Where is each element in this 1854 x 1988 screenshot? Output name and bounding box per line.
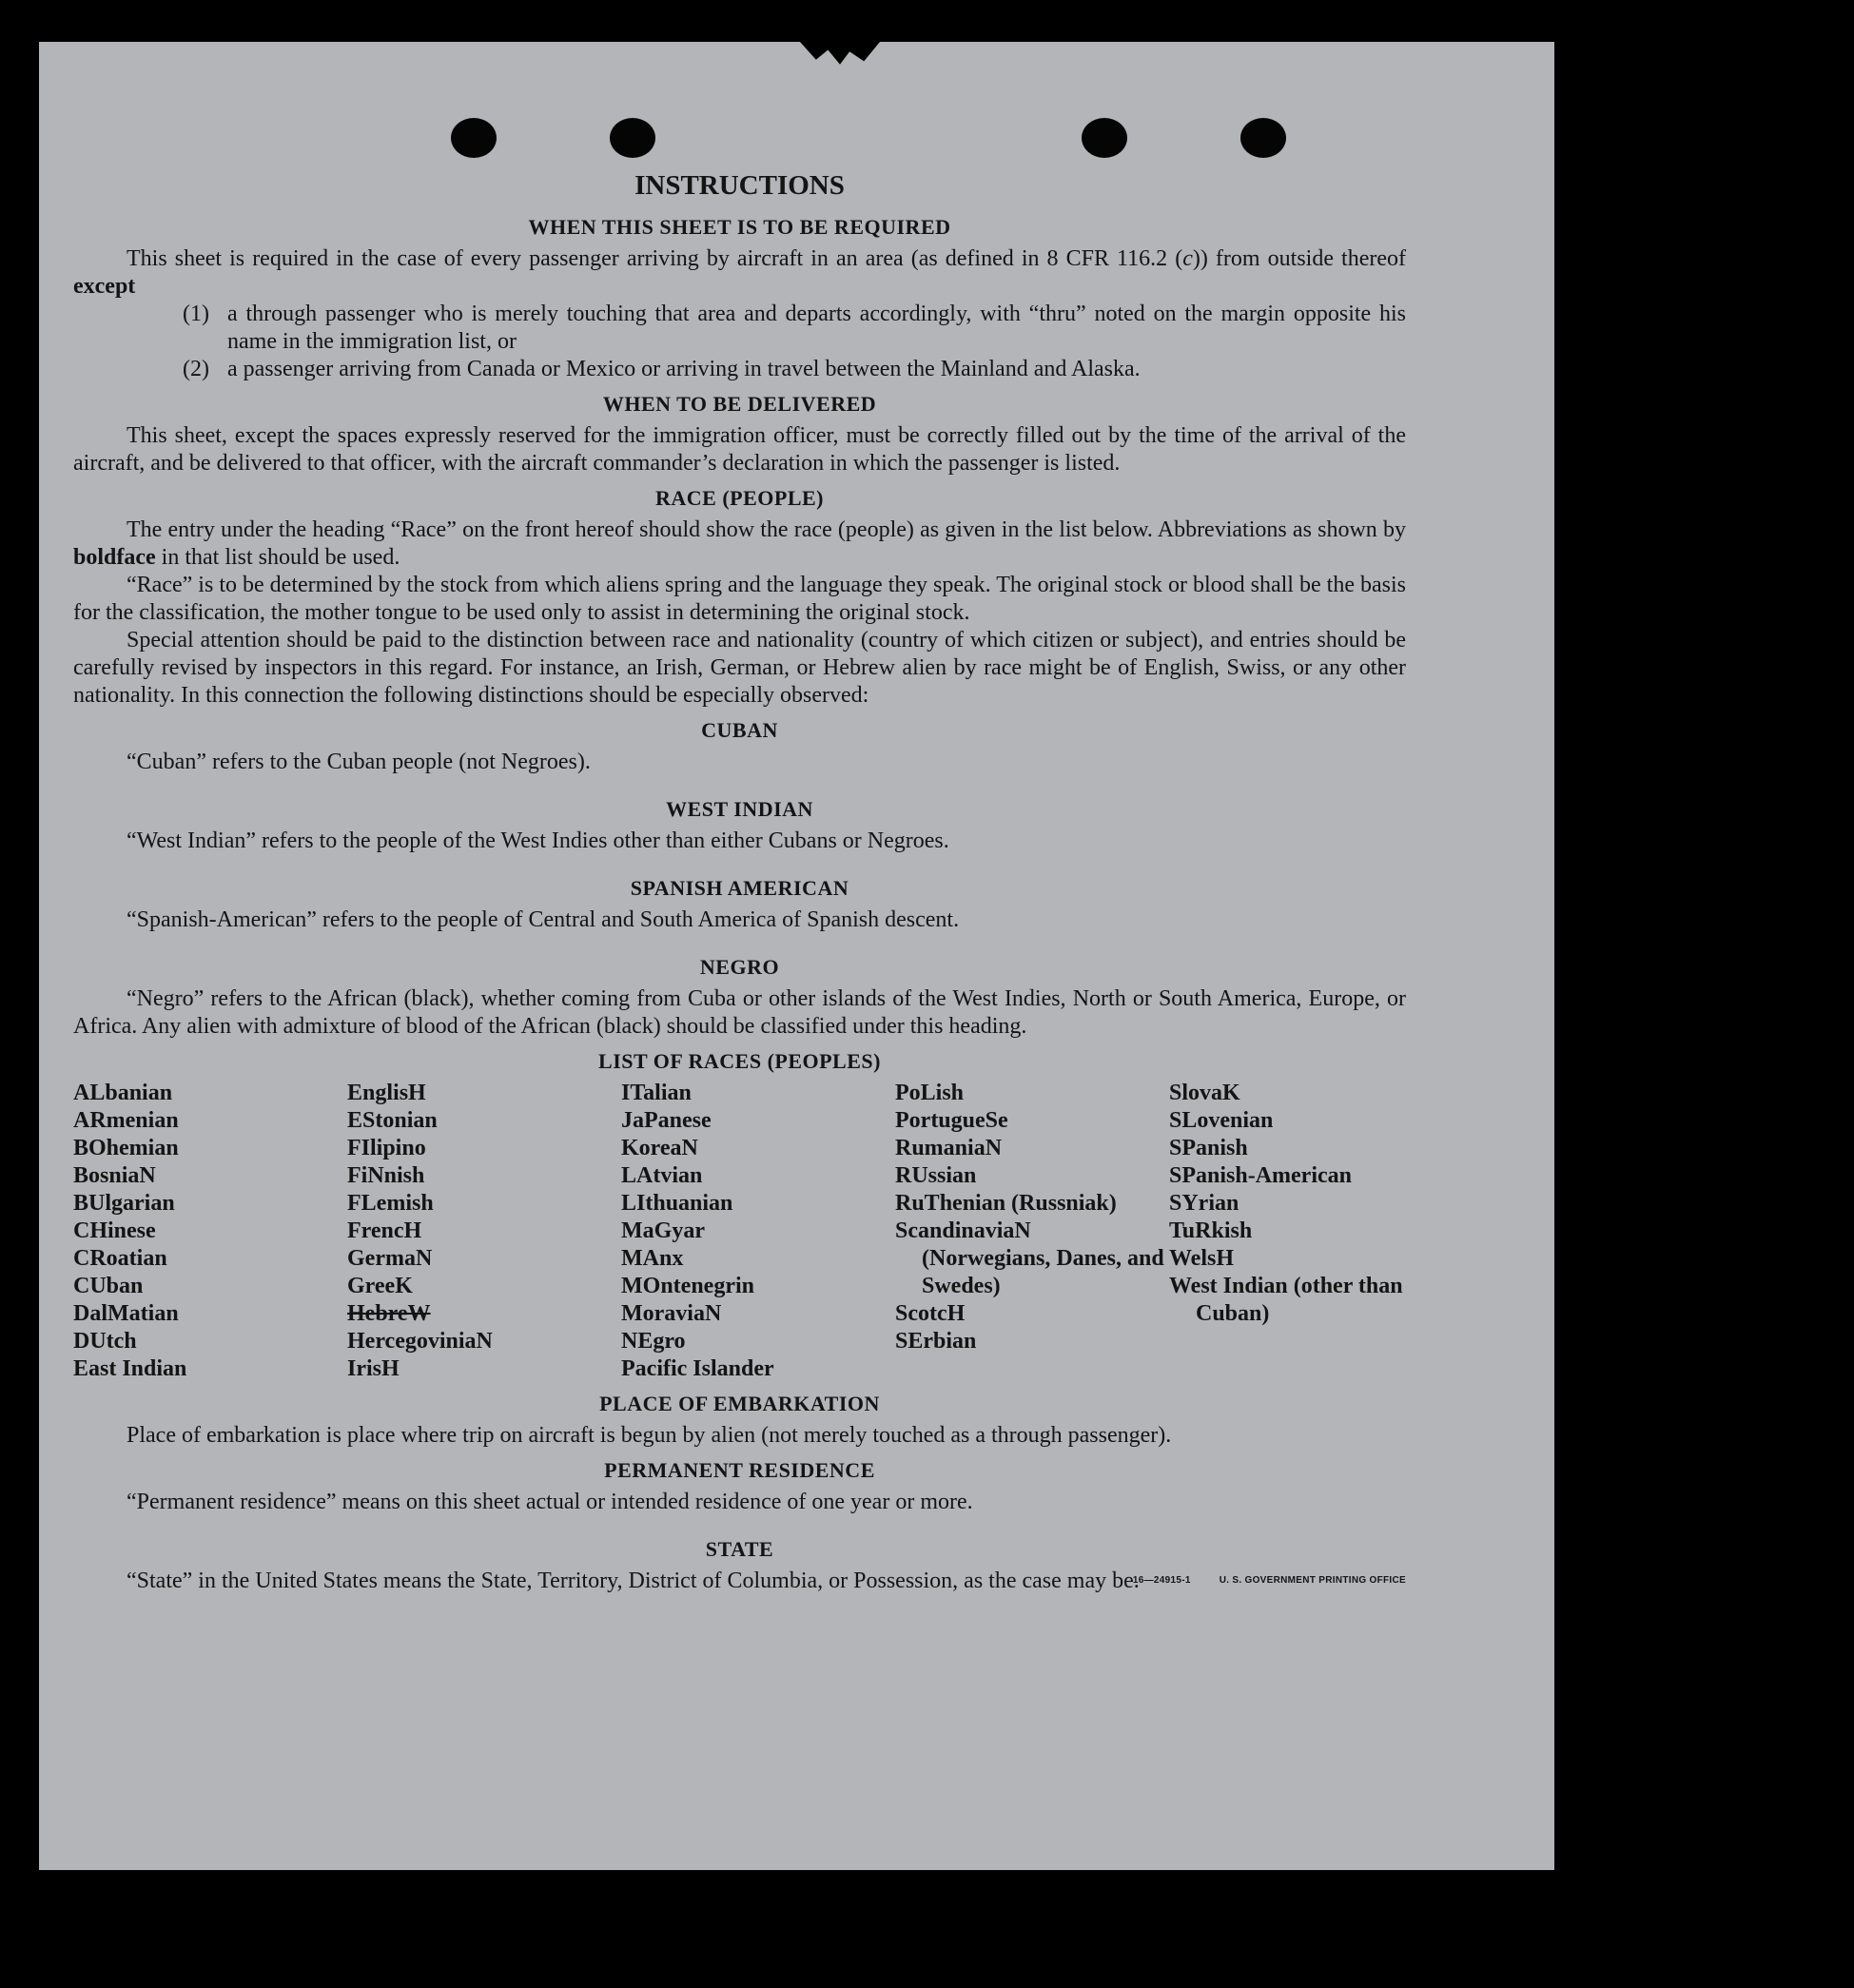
race-item: RumaniaN [895,1136,1003,1160]
race-item: GermaN [347,1246,433,1271]
race-item: HercegoviniaN [347,1329,493,1354]
race-item: ARmenian [73,1108,179,1133]
document-sheet [39,42,1554,1870]
section-heading-negro: NEGRO [699,955,780,979]
race-item: SPanish-American [1169,1163,1352,1188]
race-item: RuThenian (Russniak) [895,1191,1117,1216]
race-column [621,1080,895,1383]
race-item: MaGyar [621,1218,705,1243]
punch-hole [1082,118,1127,158]
race-item: JaPanese [621,1108,712,1133]
race-column [73,1080,347,1383]
race-item-struck: HebreW [347,1301,431,1326]
page-title: INSTRUCTIONS [634,170,845,201]
exception-item: (2) a passenger arriving from Canada or Mexico or arriving in travel between the Mainland and Alaska. [183,357,1141,381]
printer-name: U. S. GOVERNMENT PRINTING OFFICE [1219,1575,1406,1586]
race-item: PoLish [895,1081,965,1105]
race-item: BosniaN [73,1163,156,1188]
race-item: Pacific Islander [621,1356,774,1381]
form-number: 16—24915-1 [1132,1575,1191,1586]
race-item: ScandinaviaN (Norwegians, Danes, and Swedes) [895,1218,1164,1298]
section-heading-race-list: LIST OF RACES (PEOPLES) [598,1049,881,1073]
section-heading-race: RACE (PEOPLE) [655,486,824,510]
section-heading-state: STATE [705,1537,774,1561]
exception-item: (1) a through passenger who is merely touching that area and departs accordingly, with “thru” noted on the margin opposite his name in the immigration list, or [183,302,1406,354]
paragraph-state: “State” in the United States means the State, Territory, District of Columbia, or Possession, as the case may be. [127,1569,1140,1593]
section-heading-when-required: WHEN THIS SHEET IS TO BE REQUIRED [528,215,951,239]
section-heading-residence: PERMANENT RESIDENCE [604,1458,875,1482]
race-item: KoreaN [621,1136,698,1160]
race-item: FrencH [347,1218,422,1243]
race-item: DalMatian [73,1301,179,1326]
punch-hole [610,118,655,158]
race-item: CHinese [73,1218,156,1243]
race-item: FiNnish [347,1163,425,1188]
race-item: LAtvian [621,1163,703,1188]
paper-tear [800,42,880,74]
paragraph-when-required: This sheet is required in the case of every passenger arriving by aircraft in an area (as defined in 8 CFR 116.2 (c)) from outside thereof except [73,246,1406,299]
punch-hole [1240,118,1286,158]
race-item: EStonian [347,1108,438,1133]
race-column [1169,1080,1443,1383]
race-item: MoraviaN [621,1301,722,1326]
section-heading-embarkation: PLACE OF EMBARKATION [599,1392,880,1415]
paragraph-embarkation: Place of embarkation is place where trip on aircraft is begun by alien (not merely touched as a through passenger). [127,1423,1172,1448]
section-heading-cuban: CUBAN [701,718,778,742]
race-item: LIthuanian [621,1191,733,1216]
race-item: FLemish [347,1191,434,1216]
race-item: GreeK [347,1274,413,1298]
race-item: FIlipino [347,1136,426,1160]
race-item: ITalian [621,1081,692,1105]
race-item: SLovenian [1169,1108,1274,1133]
race-item: SErbian [895,1329,977,1354]
punch-hole [451,118,497,158]
race-item: SlovaK [1169,1081,1240,1105]
race-item: ALbanian [73,1081,173,1105]
race-item: TuRkish [1169,1218,1253,1243]
paragraph-race-nationality: Special attention should be paid to the distinction between race and nationality (country of which citizen or subject), and entries should be carefully revised by inspectors in this regard. For instance, an Irish, German, or Hebrew alien by race might be of English, Swiss, or any other nationality. In this connection the following distinctions should be especially observed: [73,628,1406,708]
instructions-body [73,170,1406,1595]
race-item: BOhemian [73,1136,179,1160]
printer-imprint [1133,1575,1406,1586]
paragraph-spanish-american: “Spanish-American” refers to the people of Central and South America of Spanish descent. [127,907,960,932]
paragraph-residence: “Permanent residence” means on this sheet actual or intended residence of one year or more. [127,1490,973,1514]
race-item: CRoatian [73,1246,167,1271]
race-item: East Indian [73,1356,187,1381]
race-item: DUtch [73,1329,137,1354]
race-column [347,1080,621,1383]
paragraph-cuban: “Cuban” refers to the Cuban people (not Negroes). [127,750,591,774]
paragraph-negro: “Negro” refers to the African (black), whether coming from Cuba or other islands of the West Indies, North or South America, Europe, or Africa. Any alien with admixture of blood of the African (black) should be classified under this heading. [73,986,1406,1039]
paragraph-west-indian: “West Indian” refers to the people of the West Indies other than either Cubans or Negroes. [127,828,949,853]
race-item: EnglisH [347,1081,426,1105]
race-column [895,1080,1169,1383]
race-item: MAnx [621,1246,684,1271]
race-item: PortugueSe [895,1108,1008,1133]
race-item: SYrian [1169,1191,1239,1216]
paragraph-race-definition: “Race” is to be determined by the stock from which aliens spring and the language they speak. The original stock or blood shall be the basis for the classification, the mother tongue to be used only to assist in determining the original stock. [73,573,1406,625]
race-item: IrisH [347,1356,400,1381]
race-item: NEgro [621,1329,686,1354]
section-heading-west-indian: WEST INDIAN [666,797,813,821]
race-item: WelsH [1169,1246,1235,1271]
race-item: MOntenegrin [621,1274,754,1298]
race-item: ScotcH [895,1301,966,1326]
section-heading-when-delivered: WHEN TO BE DELIVERED [602,392,877,416]
race-item: West Indian (other than Cuban) [1169,1274,1403,1326]
paragraph-when-delivered: This sheet, except the spaces expressly reserved for the immigration officer, must be correctly filled out by the time of the arrival of the aircraft, and be delivered to that officer, with the aircraft commander’s declaration in which the passenger is listed. [73,423,1406,476]
paragraph-race-entry: The entry under the heading “Race” on the front hereof should show the race (people) as given in the list below. Abbreviations as shown by boldface in that list should be used. [73,517,1406,570]
race-list [73,1080,1406,1383]
race-item: CUban [73,1274,144,1298]
race-item: SPanish [1169,1136,1248,1160]
race-item: BUlgarian [73,1191,175,1216]
race-item: RUssian [895,1163,977,1188]
section-heading-spanish-american: SPANISH AMERICAN [630,876,849,900]
